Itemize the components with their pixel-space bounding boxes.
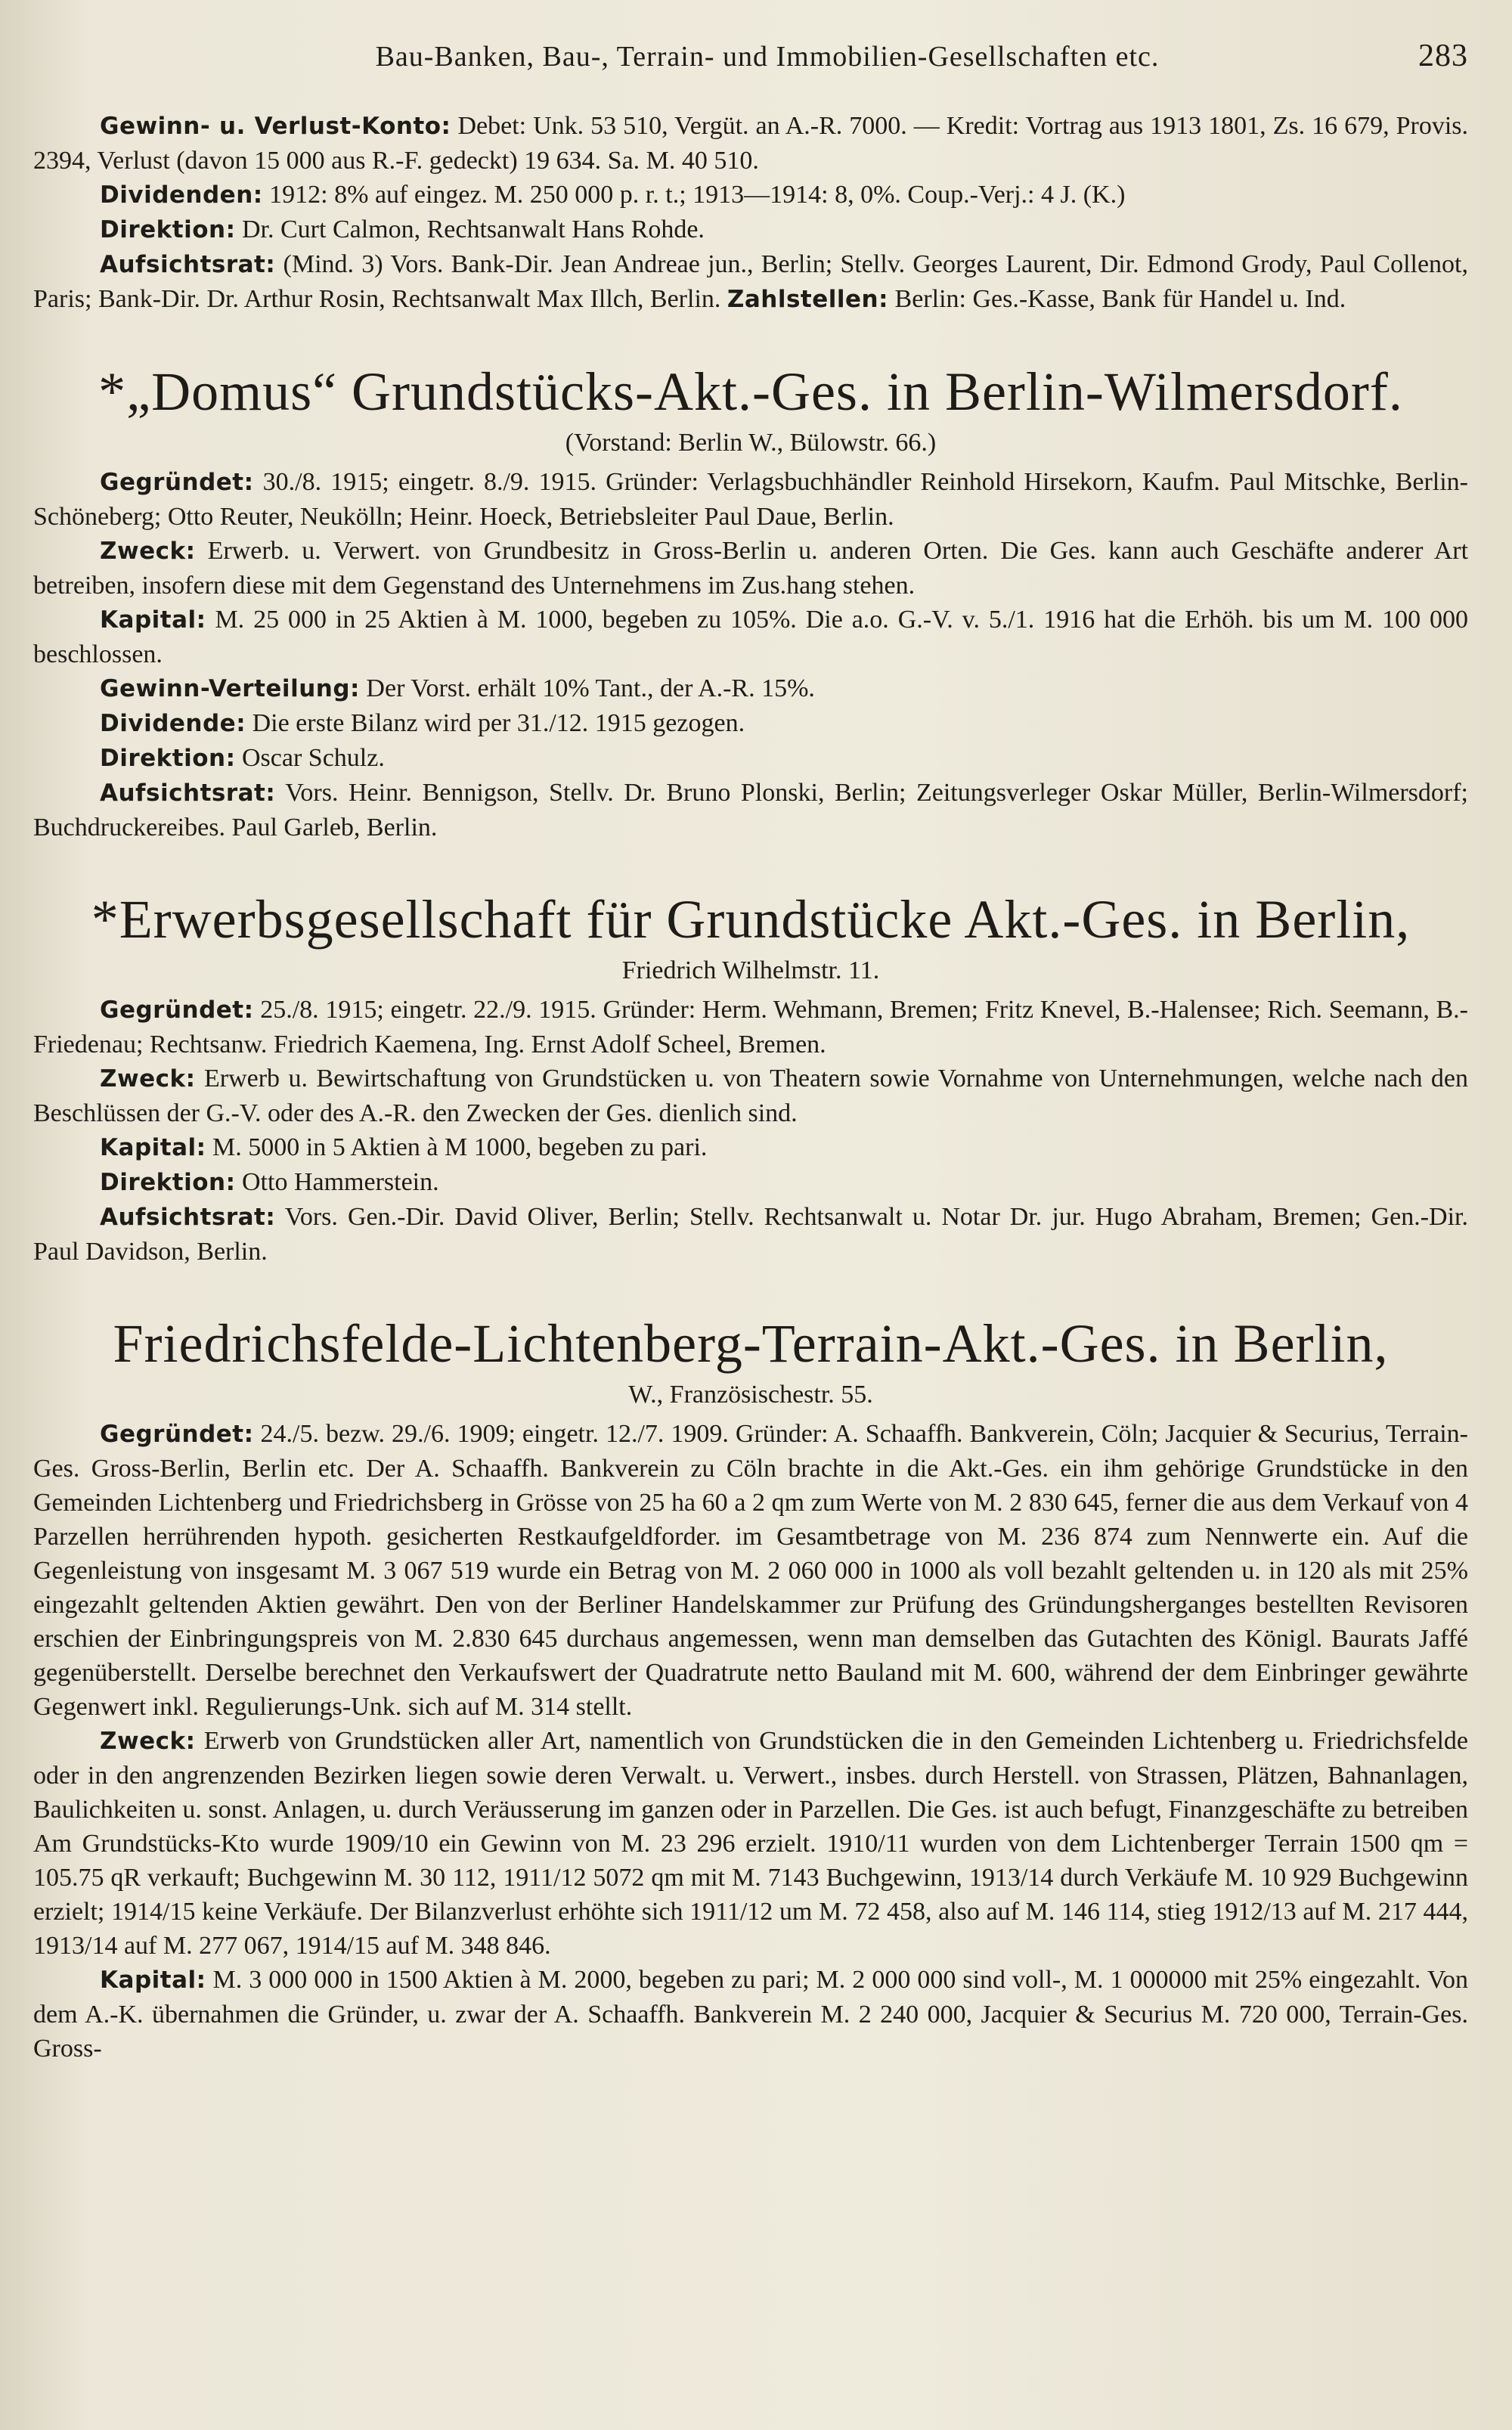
entry-paragraph bbox=[33, 671, 1468, 706]
company-title: *Erwerbsgesellschaft für Grundstücke Akt.-Ges. in Berlin, bbox=[91, 889, 1411, 950]
company-title: Friedrichsfelde-Lichtenberg-Terrain-Akt.-Ges. in Berlin, bbox=[113, 1313, 1389, 1374]
entry-label: Kapital: bbox=[100, 1967, 206, 1994]
entry-label: Aufsichtsrat: bbox=[100, 780, 276, 807]
entry-text: Erwerb u. Bewirtschaftung von Grundstücken u. von Theatern sowie Vornahme von Unternehmungen, welche nach den Beschlüssen der G.-V. oder des A.-R. den Zwecken der Ges. dienlich sind. bbox=[33, 1065, 1469, 1127]
entry-label: Aufsichtsrat: bbox=[100, 251, 276, 278]
entry-paragraph bbox=[33, 1165, 1468, 1200]
entry-text: Erwerb von Grundstücken aller Art, namentlich von Grundstücken die in den Gemeinden Lichtenberg u. Friedrichsfelde oder in den angrenzenden Bezirken liegen sowie deren Verwalt. u. Verwert., insbes. durch Herstell. von Strassen, Plätzen, Bahnanlagen, Baulichkeiten u. sonst. Anlagen, u. durch Veräusserung im ganzen oder in Parzellen. Die Ges. ist auch befugt, Finanzgeschäfte zu betreiben Am Grundstücks-Kto wurde 1909/10 ein Gewinn von M. 23 296 erzielt. 1910/11 wurden von dem Lichtenberger Terrain 1500 qm = 105.75 qR verkauft; Buchgewinn M. 30 112, 1911/12 5072 qm mit M. 7143 Buchgewinn, 1913/14 durch Verkäufe M. 10 929 Buchgewinn erzielt; 1914/15 keine Verkäufe. Der Bilanzverlust erhöhte sich 1911/12 um M. 72 458, also auf M. 146 114, stieg 1912/13 auf M. 217 444, 1913/14 auf M. 277 067, 1914/15 auf M. 348 846. bbox=[33, 1727, 1468, 1960]
entry-paragraph bbox=[33, 993, 1468, 1062]
running-header bbox=[33, 38, 1468, 74]
section-erwerbsgesellschaft bbox=[33, 888, 1468, 1269]
section-domus bbox=[33, 361, 1468, 845]
entry-label: Zweck: bbox=[100, 1728, 196, 1755]
entry-label: Zweck: bbox=[100, 538, 196, 565]
entry-text: Berlin: Ges.-Kasse, Bank für Handel u. Ind. bbox=[894, 285, 1346, 313]
entry-paragraph bbox=[33, 1200, 1468, 1269]
entry-label: Kapital: bbox=[100, 1134, 206, 1161]
entry-text: 24./5. bezw. 29./6. 1909; eingetr. 12./7. 1909. Gründer: A. Schaaffh. Bankverein, Cöln; Jacquier & Securius, Terrain-Ges. Gross-Berlin, Berlin etc. Der A. Schaaffh. Bankverein zu Cöln brachte in die Akt.-Ges. ein ihm gehörige Grundstücke in den Gemeinden Lichtenberg und Friedrichsberg in Grösse von 25 ha 60 a 2 qm zum Werte von M. 2 830 645, ferner die aus dem Verkauf von 4 Parzellen herrührenden hypoth. gesicherten Restkaufgeldforder. im Gesamtbetrage von M. 236 874 zum Nennwerte ein. Auf die Gegenleistung von insgesamt M. 3 067 519 wurde ein Betrag von M. 2 060 000 in 1000 als voll bezahlt geltenden u. in 120 als mit 25% eingezahlt geltenden Aktien gewährt. Den von der Berliner Handelskammer zur Prüfung des Gründungsherganges bestellten Revisoren erschien der Einbringungspreis von M. 2.830 645 durchaus angemessen, wenn man demselben das Gutachten des Königl. Baurats Jaffé gegenüberstellt. Derselbe berechnet den Verkaufswert der Quadratrute netto Bauland mit M. 600, während der dem Einbringer gewährte Gegenwert inkl. Regulierungs-Unk. sich auf M. 314 stellt. bbox=[33, 1420, 1469, 1721]
running-header-title: Bau-Banken, Bau-, Terrain- und Immobilien-Gesellschaften etc. bbox=[375, 41, 1160, 73]
entry-label: Zweck: bbox=[100, 1065, 196, 1093]
entry-label: Gewinn- u. Verlust-Konto: bbox=[100, 113, 451, 140]
entry-label: Direktion: bbox=[100, 745, 236, 772]
entry-paragraph bbox=[33, 178, 1468, 212]
company-address: W., Französischestr. 55. bbox=[628, 1381, 873, 1409]
entry-paragraph bbox=[33, 1963, 1468, 2066]
entry-label: Direktion: bbox=[100, 1169, 236, 1196]
entry-paragraph bbox=[33, 1417, 1468, 1724]
entry-paragraph bbox=[33, 465, 1468, 534]
entry-label: Direktion: bbox=[100, 216, 236, 243]
entry-paragraph bbox=[33, 1724, 1468, 1963]
entry-text: 30./8. 1915; eingetr. 8./9. 1915. Gründer: Verlagsbuchhändler Reinhold Hirsekorn, Kaufm. Paul Mitschke, Berlin-Schöneberg; Otto Reuter, Neukölln; Heinr. Hoeck, Betriebsleiter Paul Daue, Berlin. bbox=[33, 468, 1469, 531]
entry-paragraph bbox=[33, 1062, 1468, 1130]
entry-text: Dr. Curt Calmon, Rechtsanwalt Hans Rohde. bbox=[242, 215, 705, 243]
entry-text: M. 25 000 in 25 Aktien à M. 1000, begeben zu 105%. Die a.o. G.-V. v. 5./1. 1916 hat die Erhöh. bis um M. 100 000 beschlossen. bbox=[33, 606, 1469, 668]
entry-text: 1912: 8% auf eingez. M. 250 000 p. r. t.; 1913—1914: 8, 0%. Coup.-Verj.: 4 J. (K.) bbox=[269, 181, 1126, 209]
entry-label: Dividenden: bbox=[100, 181, 263, 209]
entry-label: Aufsichtsrat: bbox=[100, 1204, 276, 1231]
entry-label: Gewinn-Verteilung: bbox=[100, 675, 360, 702]
company-address: Friedrich Wilhelmstr. 11. bbox=[621, 956, 880, 984]
entry-text: Otto Hammerstein. bbox=[242, 1168, 439, 1196]
entry-text: M. 3 000 000 in 1500 Aktien à M. 2000, begeben zu pari; M. 2 000 000 sind voll-, M. 1 000000 mit 25% eingezahlt. Von dem A.-K. übernahmen die Gründer, u. zwar der A. Schaaffh. Bankverein M. 2 240 000, Jacquier & Securius M. 720 000, Terrain-Ges. Gross- bbox=[33, 1966, 1468, 2063]
entry-paragraph bbox=[33, 247, 1468, 317]
entry-text: (Mind. 3) Vors. Bank-Dir. Jean Andreae jun., Berlin; Stellv. Georges Laurent, Dir. Edmond Grody, Paul Collenot, Paris; Bank-Dir. Dr. Arthur Rosin, Rechtsanwalt Max Illch, Berlin. bbox=[33, 250, 1468, 313]
entry-label: Dividende: bbox=[100, 710, 246, 737]
entry-text: Vors. Heinr. Bennigson, Stellv. Dr. Bruno Plonski, Berlin; Zeitungsverleger Oskar Müller, Berlin-Wilmersdorf; Buchdruckereibes. Paul Garleb, Berlin. bbox=[33, 779, 1468, 842]
entry-text: M. 5000 in 5 Aktien à M 1000, begeben zu pari. bbox=[212, 1133, 708, 1161]
entry-paragraph bbox=[33, 706, 1468, 741]
entry-text: Vors. Gen.-Dir. David Oliver, Berlin; Stellv. Rechtsanwalt u. Notar Dr. jur. Hugo Abraham, Bremen; Gen.-Dir. Paul Davidson, Berlin. bbox=[33, 1203, 1468, 1266]
entry-paragraph bbox=[33, 212, 1468, 247]
section-continuation bbox=[33, 109, 1468, 317]
entry-paragraph bbox=[33, 109, 1468, 178]
page-number: 283 bbox=[1418, 39, 1468, 73]
entry-label: Gegründet: bbox=[100, 469, 254, 496]
entry-text: Die erste Bilanz wird per 31./12. 1915 gezogen. bbox=[252, 709, 745, 737]
entry-label: Zahlstellen: bbox=[727, 286, 889, 313]
entry-paragraph bbox=[33, 534, 1468, 603]
entry-label: Kapital: bbox=[100, 606, 206, 634]
entry-paragraph bbox=[33, 603, 1468, 671]
company-address: (Vorstand: Berlin W., Bülowstr. 66.) bbox=[565, 429, 937, 457]
entry-text: Erwerb. u. Verwert. von Grundbesitz in Gross-Berlin u. anderen Orten. Die Ges. kann auch Geschäfte anderer Art betreiben, insofern diese mit dem Gegenstand des Unternehmens im Zus.hang stehen. bbox=[33, 537, 1469, 600]
entry-text: Oscar Schulz. bbox=[242, 744, 385, 772]
entry-text: Der Vorst. erhält 10% Tant., der A.-R. 15%. bbox=[366, 674, 815, 702]
section-friedrichsfelde-lichtenberg bbox=[33, 1313, 1468, 2066]
entry-text: 25./8. 1915; eingetr. 22./9. 1915. Gründer: Herm. Wehmann, Bremen; Fritz Knevel, B.-Halensee; Rich. Seemann, B.-Friedenau; Rechtsanw. Friedrich Kaemena, Ing. Ernst Adolf Scheel, Bremen. bbox=[33, 996, 1469, 1058]
company-title: *„Domus“ Grundstücks-Akt.-Ges. in Berlin-Wilmersdorf. bbox=[98, 361, 1403, 422]
entry-text: Debet: Unk. 53 510, Vergüt. an A.-R. 7000. — Kredit: Vortrag aus 1913 1801, Zs. 16 679, Provis. 2394, Verlust (davon 15 000 aus R.-F. gedeckt) 19 634. Sa. M. 40 510. bbox=[33, 112, 1469, 175]
entry-paragraph bbox=[33, 776, 1468, 845]
entry-paragraph bbox=[33, 741, 1468, 776]
entry-label: Gegründet: bbox=[100, 1421, 254, 1448]
entry-paragraph bbox=[33, 1130, 1468, 1165]
entry-label: Gegründet: bbox=[100, 996, 254, 1024]
